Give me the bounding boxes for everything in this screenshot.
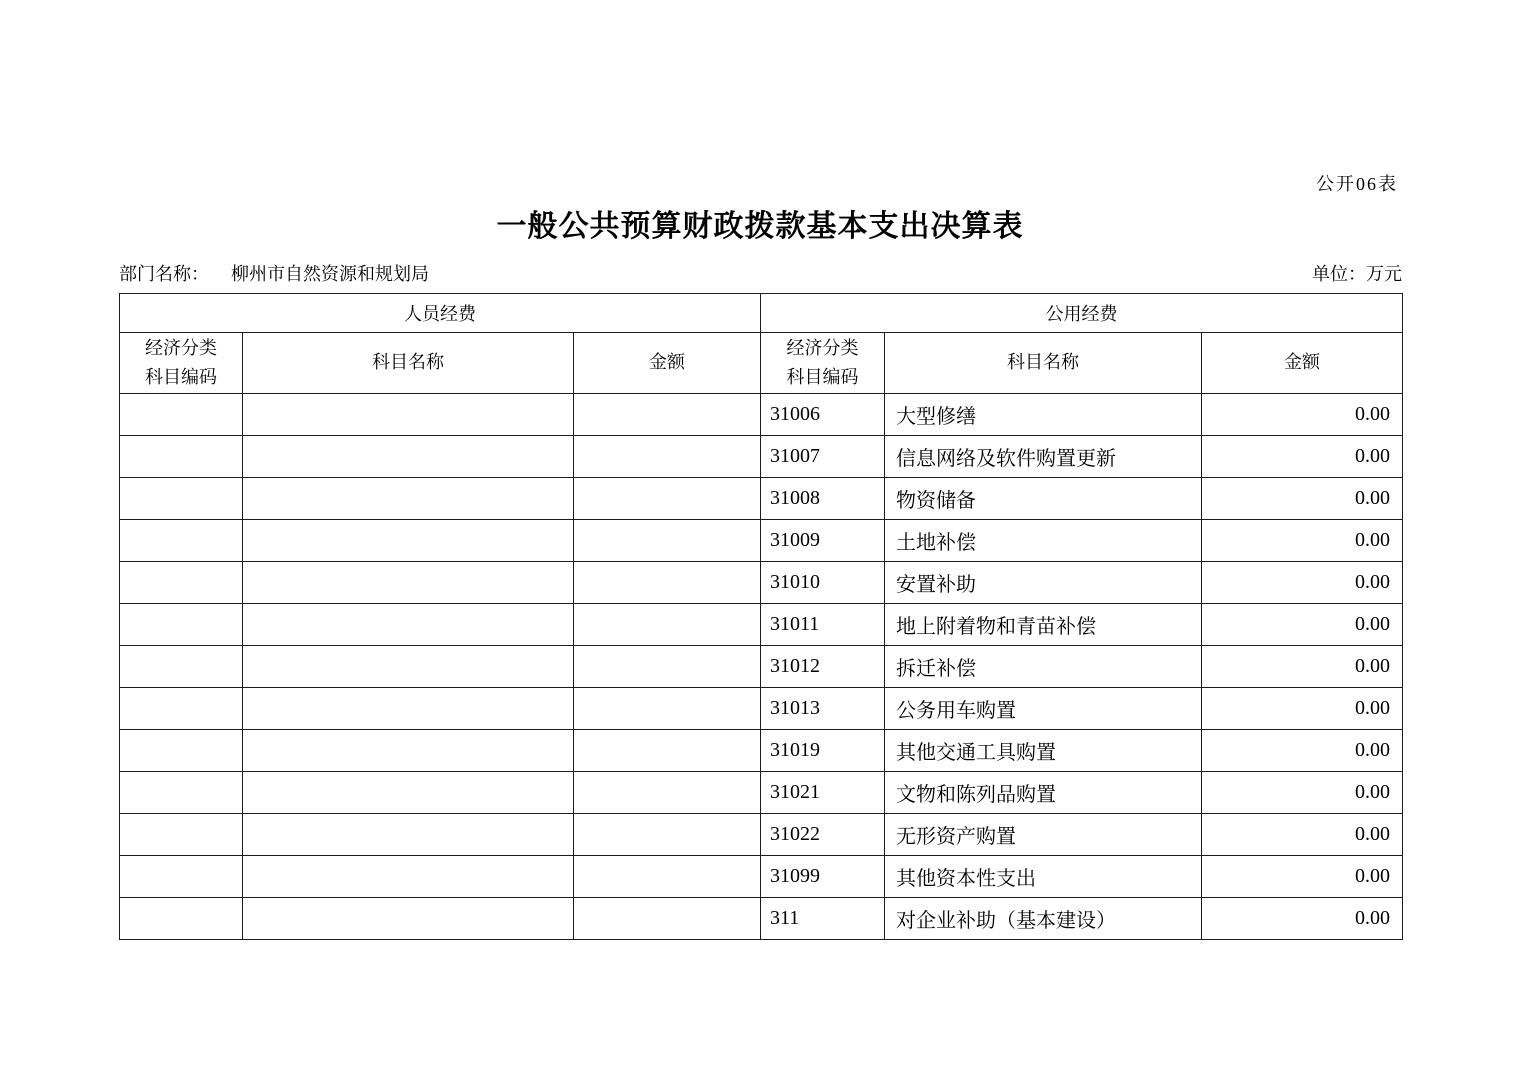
cell-right-amount: 0.00 bbox=[1202, 771, 1403, 813]
column-header-row bbox=[120, 333, 1403, 394]
cell-right-code: 31019 bbox=[761, 729, 885, 771]
column-header-code-right bbox=[761, 333, 885, 394]
group-header-row bbox=[120, 294, 1403, 333]
table-row bbox=[120, 729, 1403, 771]
column-header-name-right: 科目名称 bbox=[885, 333, 1202, 394]
cell-right-amount: 0.00 bbox=[1202, 519, 1403, 561]
cell-left-code bbox=[120, 561, 243, 603]
cell-left-name bbox=[243, 897, 574, 939]
cell-left-name bbox=[243, 687, 574, 729]
cell-left-amount bbox=[574, 603, 761, 645]
cell-right-code: 31010 bbox=[761, 561, 885, 603]
cell-right-amount: 0.00 bbox=[1202, 687, 1403, 729]
cell-left-code bbox=[120, 687, 243, 729]
cell-right-name: 大型修缮 bbox=[885, 393, 1202, 435]
doc-number-label: 公开06表 bbox=[1316, 174, 1398, 194]
cell-right-amount: 0.00 bbox=[1202, 561, 1403, 603]
cell-right-code: 31007 bbox=[761, 435, 885, 477]
cell-left-code bbox=[120, 897, 243, 939]
cell-left-code bbox=[120, 603, 243, 645]
cell-left-code bbox=[120, 813, 243, 855]
cell-right-name: 安置补助 bbox=[885, 561, 1202, 603]
cell-left-amount bbox=[574, 519, 761, 561]
cell-right-name: 其他交通工具购置 bbox=[885, 729, 1202, 771]
table-row bbox=[120, 603, 1403, 645]
cell-left-amount bbox=[574, 897, 761, 939]
column-header-amount-left: 金额 bbox=[574, 333, 761, 394]
cell-left-amount bbox=[574, 813, 761, 855]
cell-right-code: 31013 bbox=[761, 687, 885, 729]
table-row bbox=[120, 393, 1403, 435]
cell-right-code: 31022 bbox=[761, 813, 885, 855]
cell-left-amount bbox=[574, 477, 761, 519]
unit-label: 单位：万元 bbox=[1312, 264, 1402, 284]
table-row bbox=[120, 897, 1403, 939]
cell-left-name bbox=[243, 603, 574, 645]
cell-left-name bbox=[243, 813, 574, 855]
group-header-public-expenses: 公用经费 bbox=[761, 294, 1403, 333]
cell-right-amount: 0.00 bbox=[1202, 645, 1403, 687]
table-row bbox=[120, 435, 1403, 477]
cell-right-amount: 0.00 bbox=[1202, 855, 1403, 897]
table-row bbox=[120, 477, 1403, 519]
cell-left-code bbox=[120, 645, 243, 687]
table-row bbox=[120, 561, 1403, 603]
cell-left-code bbox=[120, 477, 243, 519]
cell-right-name: 公务用车购置 bbox=[885, 687, 1202, 729]
cell-right-name: 地上附着物和青苗补偿 bbox=[885, 603, 1202, 645]
cell-left-amount bbox=[574, 771, 761, 813]
cell-left-code bbox=[120, 771, 243, 813]
column-header-amount-right: 金额 bbox=[1202, 333, 1403, 394]
cell-right-amount: 0.00 bbox=[1202, 603, 1403, 645]
table-row bbox=[120, 687, 1403, 729]
cell-right-amount: 0.00 bbox=[1202, 435, 1403, 477]
cell-right-name: 土地补偿 bbox=[885, 519, 1202, 561]
cell-right-amount: 0.00 bbox=[1202, 393, 1403, 435]
cell-right-name: 拆迁补偿 bbox=[885, 645, 1202, 687]
cell-left-amount bbox=[574, 687, 761, 729]
table-body bbox=[120, 393, 1403, 939]
table-row bbox=[120, 855, 1403, 897]
cell-left-amount bbox=[574, 561, 761, 603]
cell-left-code bbox=[120, 729, 243, 771]
cell-left-name bbox=[243, 855, 574, 897]
page-title: 一般公共预算财政拨款基本支出决算表 bbox=[496, 210, 1024, 243]
cell-left-amount bbox=[574, 855, 761, 897]
cell-right-name: 文物和陈列品购置 bbox=[885, 771, 1202, 813]
cell-left-name bbox=[243, 645, 574, 687]
cell-left-code bbox=[120, 435, 243, 477]
department-name: 柳州市自然资源和规划局 bbox=[231, 264, 429, 284]
budget-table bbox=[119, 293, 1403, 940]
table-row bbox=[120, 771, 1403, 813]
column-header-code-left bbox=[120, 333, 243, 394]
department-info bbox=[119, 260, 429, 286]
cell-right-code: 311 bbox=[761, 897, 885, 939]
column-header-name-left: 科目名称 bbox=[243, 333, 574, 394]
meta-row bbox=[119, 260, 1402, 286]
cell-left-name bbox=[243, 561, 574, 603]
cell-right-code: 31006 bbox=[761, 393, 885, 435]
cell-right-name: 对企业补助（基本建设） bbox=[885, 897, 1202, 939]
table-row bbox=[120, 813, 1403, 855]
table-row bbox=[120, 645, 1403, 687]
cell-right-amount: 0.00 bbox=[1202, 477, 1403, 519]
cell-right-code: 31009 bbox=[761, 519, 885, 561]
cell-right-name: 信息网络及软件购置更新 bbox=[885, 435, 1202, 477]
code-header-line1: 经济分类 bbox=[145, 338, 217, 358]
cell-left-amount bbox=[574, 393, 761, 435]
cell-right-amount: 0.00 bbox=[1202, 729, 1403, 771]
cell-right-name: 其他资本性支出 bbox=[885, 855, 1202, 897]
cell-right-code: 31011 bbox=[761, 603, 885, 645]
cell-right-code: 31012 bbox=[761, 645, 885, 687]
cell-left-code bbox=[120, 519, 243, 561]
cell-right-code: 31008 bbox=[761, 477, 885, 519]
cell-right-name: 无形资产购置 bbox=[885, 813, 1202, 855]
cell-left-name bbox=[243, 729, 574, 771]
cell-left-amount bbox=[574, 729, 761, 771]
cell-left-amount bbox=[574, 435, 761, 477]
cell-right-code: 31099 bbox=[761, 855, 885, 897]
cell-left-code bbox=[120, 393, 243, 435]
cell-right-amount: 0.00 bbox=[1202, 897, 1403, 939]
code-header-line1: 经济分类 bbox=[786, 338, 859, 358]
table-row bbox=[120, 519, 1403, 561]
cell-left-name bbox=[243, 519, 574, 561]
cell-right-amount: 0.00 bbox=[1202, 813, 1403, 855]
cell-right-code: 31021 bbox=[761, 771, 885, 813]
cell-left-name bbox=[243, 393, 574, 435]
group-header-personnel-expenses: 人员经费 bbox=[120, 294, 761, 333]
cell-left-name bbox=[243, 435, 574, 477]
cell-left-name bbox=[243, 771, 574, 813]
code-header-line2: 科目编码 bbox=[145, 366, 217, 387]
cell-right-name: 物资储备 bbox=[885, 477, 1202, 519]
cell-left-code bbox=[120, 855, 243, 897]
code-header-line2: 科目编码 bbox=[786, 366, 859, 387]
cell-left-name bbox=[243, 477, 574, 519]
cell-left-amount bbox=[574, 645, 761, 687]
department-label: 部门名称： bbox=[119, 264, 209, 284]
